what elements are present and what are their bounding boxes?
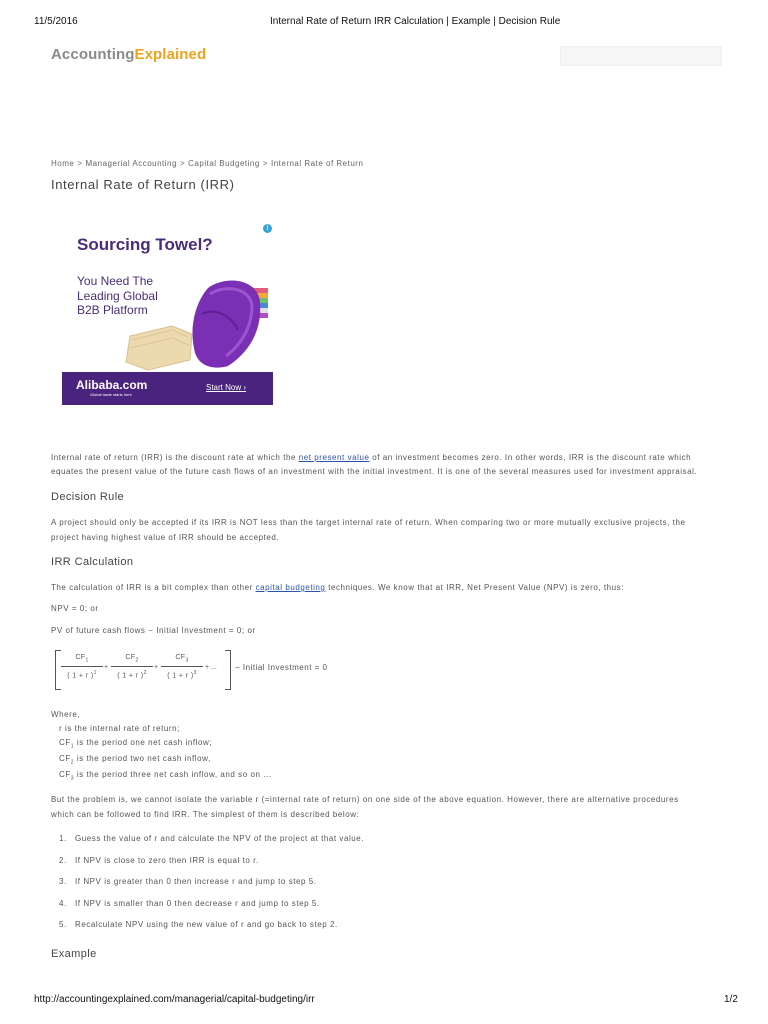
print-title: Internal Rate of Return IRR Calculation | Example | Decision Rule xyxy=(270,16,561,27)
where-cf1-definition: $CF_1$ is the period one net cash inflow; xyxy=(59,738,213,750)
list-item: 1. Guess the value of r and calculate the NPV of the project at that value. xyxy=(59,834,365,843)
where-cf2-definition: $CF_2$ is the period two net cash inflow, xyxy=(59,754,211,766)
logo-part-explained: Explained xyxy=(134,46,207,63)
example-heading: Example xyxy=(51,948,97,960)
breadcrumb-separator: > xyxy=(262,159,268,168)
formula-plus: + xyxy=(104,664,109,671)
breadcrumb-separator: > xyxy=(179,159,186,168)
print-header xyxy=(0,16,768,32)
fraction-numerator: $CF_2$ xyxy=(125,654,139,664)
ad-towel-image xyxy=(110,274,273,372)
site-logo[interactable] xyxy=(51,46,206,63)
page-title: Internal Rate of Return (IRR) xyxy=(51,177,235,192)
formula-fraction-cf2 xyxy=(111,654,153,680)
fraction-denominator: ( 1 + r )$^1$ xyxy=(67,670,97,680)
irr-calculation-intro xyxy=(51,583,624,592)
print-url: http://accountingexplained.com/managerial/capital-budgeting/irr xyxy=(34,994,315,1005)
decision-rule-heading: Decision Rule xyxy=(51,491,125,503)
breadcrumb-separator: > xyxy=(77,159,83,168)
list-item: 4. If NPV is smaller than 0 then decrease r and jump to step 5. xyxy=(59,899,320,908)
intro-text-continued: of an investment becomes zero. In other words, IRR is the discount rate which xyxy=(369,453,692,462)
where-label: Where, xyxy=(51,710,81,719)
breadcrumb-managerial-accounting[interactable]: Managerial Accounting xyxy=(85,159,177,168)
fraction-numerator: $CF_3$ xyxy=(175,654,189,664)
breadcrumb xyxy=(51,159,363,168)
irr-formula xyxy=(55,650,355,690)
advertisement[interactable] xyxy=(62,223,273,405)
breadcrumb-capital-budgeting[interactable]: Capital Budgeting xyxy=(188,159,260,168)
intro-paragraph-line2: equates the present value of the future cash flows of an investment with the initial investment. It is one of the several measures used for investment appraisal. xyxy=(51,467,698,476)
decision-rule-line1: A project should only be accepted if its IRR is NOT less than the target internal rate of return. When comparing two or more mutually exclusive projects, the xyxy=(51,518,686,527)
irr-calc-text: The calculation of IRR is a bit complex than other xyxy=(51,583,256,592)
npv-equation: NPV = 0; or xyxy=(51,604,99,613)
pv-equation: PV of future cash flows − Initial Investment = 0; or xyxy=(51,626,256,635)
breadcrumb-home[interactable]: Home xyxy=(51,159,75,168)
formula-ellipsis: + ... xyxy=(205,664,217,671)
ad-headline: Sourcing Towel? xyxy=(77,235,213,254)
problem-line2: which can be followed to find IRR. The simplest of them is described below: xyxy=(51,810,360,819)
ad-bottom-bar[interactable] xyxy=(62,372,273,405)
chevron-right-icon: › xyxy=(243,383,247,392)
intro-paragraph-line1 xyxy=(51,453,691,462)
header-search-area[interactable] xyxy=(560,46,722,66)
alibaba-logo: Alibaba.com xyxy=(76,378,148,392)
net-present-value-link[interactable]: net present value xyxy=(298,453,370,462)
irr-calc-text-continued: techniques. We know that at IRR, Net Present Value (NPV) is zero, thus: xyxy=(325,583,624,592)
ad-info-icon[interactable]: i xyxy=(263,224,272,233)
formula-tail: − Initial Investment = 0 xyxy=(235,663,328,672)
problem-line1: But the problem is, we cannot isolate the variable r (=internal rate of return) on one side of the above equation. However, there are alternative procedures xyxy=(51,795,679,804)
ad-start-now-label: Start Now xyxy=(206,383,242,392)
ad-start-now-link[interactable] xyxy=(206,383,246,392)
fraction-numerator: $CF_1$ xyxy=(75,654,89,664)
intro-text: Internal rate of return (IRR) is the discount rate at which the xyxy=(51,453,299,462)
formula-right-bracket xyxy=(225,650,231,690)
alibaba-tagline: Global trade starts here xyxy=(90,392,132,397)
list-item: 5. Recalculate NPV using the new value of r and go back to step 2. xyxy=(59,920,338,929)
logo-part-accounting: Accounting xyxy=(51,46,135,63)
where-r-definition: r is the internal rate of return; xyxy=(59,724,180,733)
fraction-denominator: ( 1 + r )$^2$ xyxy=(117,670,147,680)
irr-calculation-heading: IRR Calculation xyxy=(51,556,134,568)
ad-subtext: You Need The Leading Global B2B Platform xyxy=(77,274,158,317)
print-footer xyxy=(0,994,768,1008)
formula-fraction-cf1 xyxy=(61,654,103,680)
print-date: 11/5/2016 xyxy=(34,16,78,27)
where-cf3-definition: $CF_3$ is the period three net cash inflow, and so on ... xyxy=(59,770,272,782)
capital-budgeting-link[interactable]: capital budgeting xyxy=(255,583,326,592)
list-item: 3. If NPV is greater than 0 then increase r and jump to step 5. xyxy=(59,877,317,886)
breadcrumb-current: Internal Rate of Return xyxy=(270,159,364,168)
fraction-denominator: ( 1 + r )$^3$ xyxy=(167,670,197,680)
decision-rule-line2: project having highest value of IRR should be accepted. xyxy=(51,533,280,542)
formula-fraction-cf3 xyxy=(161,654,203,680)
formula-plus: + xyxy=(154,664,159,671)
list-item: 2. If NPV is close to zero then IRR is equal to r. xyxy=(59,856,259,865)
print-page-number: 1/2 xyxy=(724,994,738,1005)
